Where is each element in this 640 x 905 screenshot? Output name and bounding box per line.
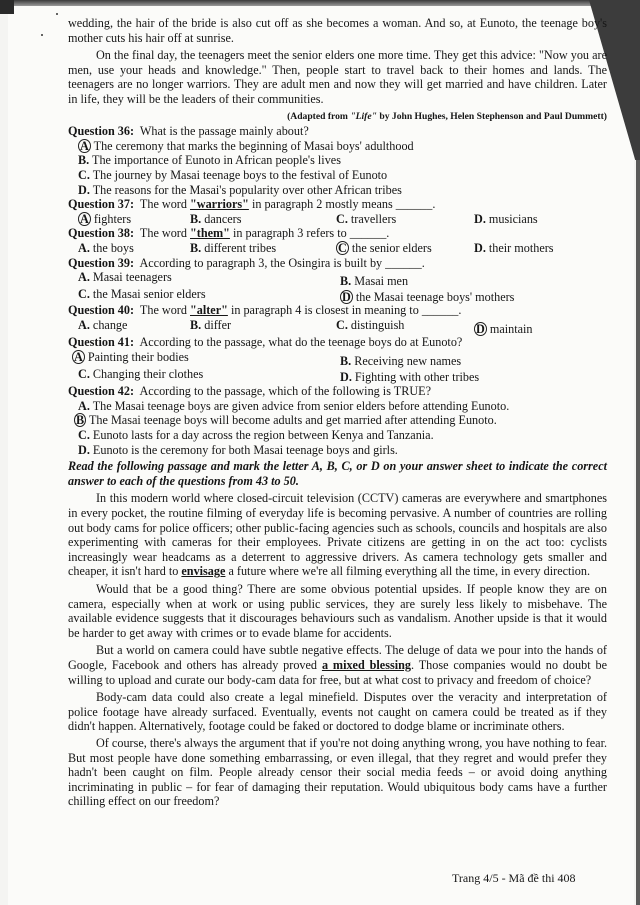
option-letter: B — [340, 274, 349, 289]
option-letter-circled: D — [476, 321, 485, 336]
option-letter: D — [340, 369, 349, 384]
options-row — [68, 317, 607, 336]
option-text: change — [92, 317, 128, 332]
option-letter-circled: A — [80, 211, 89, 226]
question-label: Question 38: — [68, 226, 135, 241]
question-label: Question 42: — [68, 384, 135, 399]
option-a[interactable]: A. the boys — [78, 240, 134, 255]
option-b[interactable]: B. differ — [190, 317, 232, 332]
passage2-paragraph-4: Body-cam data could also create a legal minefield. Disputes over the veracity and interpretation of police footage have already surfaced. Eventually, events not caught on camera could be treated as if they didn't happen. Alternatively, footage could be faked or doctored to dodge blame or incriminate others. — [68, 690, 607, 734]
option-text: their mothers — [488, 240, 554, 255]
option-c[interactable]: C. The journey by Masai teenage boys to the festival of Eunoto — [78, 167, 388, 182]
scan-right-edge — [636, 160, 640, 905]
keyword: "alter" — [190, 303, 228, 318]
option-text: the Masai teenage boys' mothers — [355, 289, 515, 304]
question-41 — [68, 335, 607, 350]
passage1-paragraph-end: wedding, the hair of the bride is also cut off as she becomes a woman. And so, at Eunoto, the teenage boy's mother cuts his hair off at sunrise. — [68, 16, 607, 45]
option-d[interactable]: D. Eunoto is the ceremony for both Masai teenage boys and girls. — [78, 442, 398, 457]
option-letter: B — [340, 354, 349, 369]
question-label: Question 41: — [68, 335, 135, 350]
question-42 — [68, 384, 607, 399]
option-letter: A — [78, 317, 87, 332]
question-label: Question 37: — [68, 197, 135, 212]
citation-prefix: (Adapted from — [287, 110, 351, 122]
option-letter: C — [78, 286, 87, 301]
keyword: "them" — [190, 226, 230, 241]
question-label: Question 39: — [68, 255, 135, 270]
option-a[interactable] — [72, 350, 189, 365]
option-text: differ — [204, 317, 232, 332]
option-c[interactable]: C. Eunoto lasts for a day across the region between Kenya and Tanzania. — [78, 428, 434, 443]
options-row — [68, 212, 607, 227]
option-letter-circled: B — [76, 413, 85, 428]
option-a[interactable] — [68, 139, 607, 154]
option-letter: A — [78, 270, 87, 285]
option-c[interactable]: C. travellers — [336, 211, 397, 226]
option-letter: D — [78, 182, 87, 197]
option-letter: C — [78, 366, 87, 381]
option-text: The Masai teenage boys are given advice from senior elders before attending Eunoto. — [92, 398, 510, 413]
option-text: the senior elders — [351, 240, 432, 255]
option-c[interactable]: C. distinguish — [336, 317, 405, 332]
question-40 — [68, 303, 607, 318]
question-stem: What is the passage mainly about? — [139, 124, 309, 139]
page-footer: Trang 4/5 - Mã đề thi 408 — [452, 871, 576, 885]
keyword: a mixed blessing — [321, 657, 411, 672]
option-d[interactable]: D. Fighting with other tribes — [340, 369, 480, 384]
question-label: Question 36: — [68, 124, 135, 139]
question-stem: The word — [139, 303, 190, 318]
question-37 — [68, 197, 607, 212]
option-text: fighters — [93, 211, 132, 226]
passage1-paragraph-final: On the final day, the teenagers meet the senior elders one more time. They get this advice: "Now you are men, use your heads and knowledge." Then, people start to travel back to their homes and lands. The teenagers are no longer warriors. They are adult men and now they will get married and have children. Later in life, they will be the leaders of their communities. — [68, 48, 607, 106]
option-a[interactable] — [78, 212, 131, 227]
option-c[interactable]: C. Changing their clothes — [78, 366, 204, 381]
citation-suffix: by John Hughes, Helen Stephenson and Paul Dummett) — [376, 110, 607, 122]
option-text: Eunoto lasts for a day across the region between Kenya and Tanzania. — [92, 428, 434, 443]
paragraph-text: In this modern world where closed-circuit television (CCTV) cameras are everywhere and smartphones in every pocket, the routine filming of everyday life is becoming pervasive. A number of countries are rolling out body cams for police officers; other public-facing agencies such as schools, councils and hospitals are also experimenting with cameras for their employees. Private citizens are getting in on the act too: cyclists increasingly wear headcams as a deterrent to aggressive drivers. As camera technology gets smaller and cheaper, it isn't hard to — [68, 491, 607, 579]
options-row — [68, 241, 607, 256]
option-c[interactable] — [336, 241, 432, 256]
question-stem: in paragraph 3 refers to ______. — [229, 226, 390, 241]
option-d[interactable]: D. their mothers — [474, 240, 554, 255]
option-text: musicians — [488, 211, 538, 226]
option-letter: C — [78, 167, 87, 182]
option-text: The journey by Masai teenage boys to the festival of Eunoto — [92, 167, 388, 182]
option-b[interactable] — [68, 413, 607, 428]
options-row — [68, 287, 607, 302]
option-letter: C — [336, 211, 345, 226]
passage2-paragraph-1 — [68, 491, 607, 579]
option-d[interactable]: D. musicians — [474, 211, 538, 226]
passage2-paragraph-5: Of course, there's always the argument that if you're not doing anything wrong, you have nothing to fear. But most people have done something embarrassing, or even illegal, that they regret and would prefer they hadn't been caught on film. People already censor their social media feeds – or avoid doing anything incriminating in public – for fear of damaging their reputation. Would ubiquitous body cams have a further chilling effect on our freedom? — [68, 735, 607, 809]
option-text: The importance of Eunoto in African people's lives — [92, 153, 341, 168]
option-letter: B — [190, 211, 199, 226]
keyword: "warriors" — [190, 197, 249, 212]
paragraph-text: a future where we're all filming everything all the time, in every direction. — [225, 564, 591, 579]
question-stem: The word — [139, 197, 190, 212]
question-stem: According to the passage, which of the following is TRUE? — [139, 384, 431, 399]
option-text: The reasons for the Masai's popularity over other African tribes — [92, 182, 402, 197]
option-letter: B — [78, 153, 87, 168]
option-d[interactable] — [474, 322, 533, 337]
question-36 — [68, 124, 607, 139]
speck — [41, 34, 43, 36]
option-letter: A — [78, 398, 87, 413]
question-38 — [68, 226, 607, 241]
option-text: The Masai teenage boys will become adults and get married after attending Eunoto. — [88, 413, 497, 428]
option-text: Masai teenagers — [92, 270, 172, 285]
option-letter: B — [190, 240, 199, 255]
option-text: Changing their clothes — [92, 366, 204, 381]
section-instruction: Read the following passage and mark the letter A, B, C, or D on your answer sheet to indicate the correct answer to each of the questions from 43 to 50. — [68, 459, 607, 488]
option-letter: D — [474, 240, 483, 255]
option-text: dancers — [204, 211, 242, 226]
question-stem: The word — [139, 226, 190, 241]
option-text: Painting their bodies — [87, 350, 189, 365]
question-label: Question 40: — [68, 303, 135, 318]
question-stem: According to paragraph 3, the Osingira is built by ______. — [139, 255, 425, 270]
question-39 — [68, 256, 607, 271]
option-letter-circled: C — [338, 240, 347, 255]
option-a[interactable]: A. change — [78, 317, 128, 332]
option-letter-circled: A — [80, 138, 89, 153]
option-text: travellers — [350, 211, 397, 226]
exam-content — [68, 16, 607, 809]
option-b[interactable]: B. Masai men — [340, 274, 409, 289]
keyword: envisage — [181, 564, 226, 579]
option-letter: C — [336, 317, 345, 332]
option-letter-circled: D — [342, 289, 351, 304]
option-b[interactable]: B. dancers — [190, 211, 242, 226]
option-c[interactable]: C. the Masai senior elders — [78, 286, 206, 301]
source-citation — [68, 110, 607, 125]
scan-corner — [0, 0, 14, 14]
option-letter: C — [78, 428, 87, 443]
option-text: the boys — [92, 240, 134, 255]
option-a[interactable]: A. The Masai teenage boys are given advice from senior elders before attending Eunoto. — [78, 398, 510, 413]
option-letter: D — [78, 442, 87, 457]
question-stem: in paragraph 4 is closest in meaning to ______. — [227, 303, 462, 318]
option-letter-circled: A — [74, 350, 83, 365]
option-d[interactable]: D. The reasons for the Masai's popularity over other African tribes — [78, 182, 402, 197]
options-row — [68, 367, 607, 382]
options-row — [68, 270, 607, 289]
question-stem: in paragraph 2 mostly means ______. — [248, 197, 436, 212]
option-text: Fighting with other tribes — [354, 369, 480, 384]
passage2-paragraph-3 — [68, 643, 607, 687]
option-a[interactable]: A. Masai teenagers — [78, 270, 172, 285]
option-b[interactable]: B. different tribes — [190, 240, 277, 255]
option-text: distinguish — [350, 317, 405, 332]
option-letter: B — [190, 317, 199, 332]
question-stem: According to the passage, what do the teenage boys do at Eunoto? — [139, 335, 463, 350]
option-text: Eunoto is the ceremony for both Masai teenage boys and girls. — [92, 442, 398, 457]
option-d[interactable] — [340, 290, 514, 305]
option-text: The ceremony that marks the beginning of Masai boys' adulthood — [93, 138, 414, 153]
option-text: Masai men — [354, 274, 409, 289]
paragraph-text: But a world on camera could have subtle negative effects. The deluge of data we pour into the hands of Google, Facebook and others has already proved — [68, 643, 607, 672]
option-text: Receiving new names — [354, 354, 462, 369]
option-b[interactable]: B. Receiving new names — [340, 354, 462, 369]
option-text: the Masai senior elders — [92, 286, 206, 301]
options-row — [68, 350, 607, 369]
citation-title: "Life" — [350, 110, 377, 122]
passage2-paragraph-2: Would that be a good thing? There are some obvious potential upsides. If people know they are on camera, especially when at work or using public services, they are surely less likely to misbehave. The available evidence suggests that it discourages behaviours such as vandalism. Another upside is that it would be harder to get away with crimes or to evade blame for accidents. — [68, 581, 607, 640]
option-letter: D — [474, 211, 483, 226]
option-letter: A — [78, 240, 87, 255]
speck — [56, 13, 58, 15]
paragraph-text: . Those companies would no doubt be willing to upload and curate our body-cam data for free, but at what cost to privacy and freedom of choice? — [68, 657, 608, 687]
option-text: maintain — [489, 321, 533, 336]
option-b[interactable]: B. The importance of Eunoto in African people's lives — [78, 153, 341, 168]
option-text: different tribes — [204, 240, 277, 255]
